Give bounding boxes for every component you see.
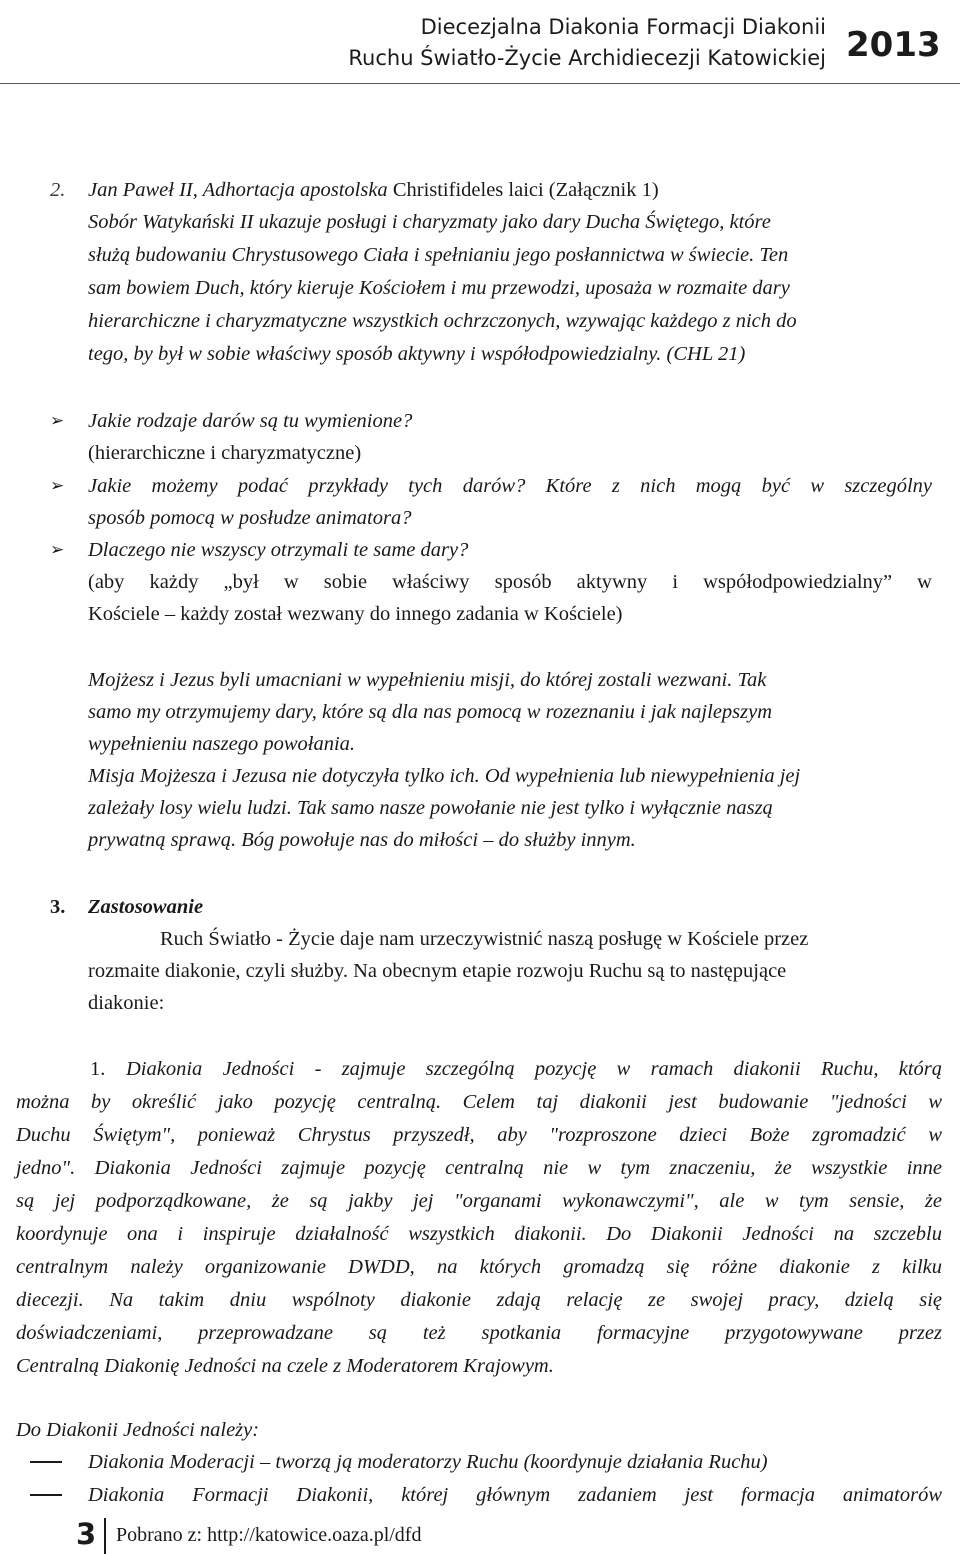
belongs-heading: Do Diakonii Jedności należy:	[16, 1419, 260, 1441]
question-2-line-1: Jakie możemy podać przykłady tych darów? Które z nich mogą być w szczególny	[88, 475, 932, 497]
answer-3-line-1: (aby każdy „był w sobie właściwy sposób aktywny i współodpowiedzialny” w	[88, 571, 932, 593]
reflection-line: wypełnieniu naszego powołania.	[88, 733, 356, 755]
reflection-line: Mojżesz i Jezus byli umacniani w wypełnieniu misji, do której zostali wezwani. Tak	[88, 669, 767, 691]
arrow-bullet-icon: ➢	[50, 540, 65, 560]
page-number: 3	[76, 1517, 97, 1551]
dash-bullet-icon	[30, 1494, 62, 1496]
item1-line: Diakonia Jedności - zajmuje szczególną pozycję w ramach diakonii Ruchu, którą	[126, 1058, 942, 1080]
reflection-line: Misja Mojżesza i Jezusa nie dotyczyła tylko ich. Od wypełnienia lub niewypełnienia jej	[88, 765, 801, 787]
item1-line: diecezji. Na takim dniu wspólnoty diakonie zdają relację ze swojej pracy, dzielą się	[16, 1289, 942, 1311]
section3-title: Zastosowanie	[88, 896, 204, 918]
footer-source[interactable]: Pobrano z: http://katowice.oaza.pl/dfd	[116, 1524, 422, 1546]
header-title	[0, 12, 826, 74]
item1-line: jedno". Diakonia Jedności zajmuje pozycję centralną nie w tym znaczeniu, że wszystkie inne	[16, 1157, 942, 1179]
item1-line: są jej podporządkowane, że są jakby jej "organami wykonawczymi", ale w tym sensie, że	[16, 1190, 942, 1212]
section3-number: 3.	[50, 896, 66, 918]
section2-line: tego, by był w sobie właściwy sposób aktywny i współodpowiedzialny. (CHL 21)	[88, 343, 746, 365]
item1-number: 1.	[90, 1058, 106, 1080]
section2-title-author: Jan Paweł II, Adhortacja apostolska	[88, 179, 393, 201]
item1-line: Centralną Diakonię Jedności na czele z Moderatorem Krajowym.	[16, 1355, 554, 1377]
answer-3-line-2: Kościele – każdy został wezwany do innego zadania w Kościele)	[88, 603, 623, 625]
header-divider	[0, 83, 960, 84]
dash-bullet-icon	[30, 1461, 62, 1463]
section2-line: Sobór Watykański II ukazuje posługi i charyzmaty jako dary Ducha Świętego, które	[88, 211, 771, 233]
section3-intro-line: diakonie:	[88, 992, 165, 1014]
item1-line: centralnym należy organizowanie DWDD, na których gromadzą się różne diakonie z kilku	[16, 1256, 942, 1278]
section3-intro-line: rozmaite diakonie, czyli służby. Na obecnym etapie rozwoju Ruchu są to następujące	[88, 960, 787, 982]
reflection-line: zależały losy wielu ludzi. Tak samo nasze powołanie nie jest tylko i wyłącznie naszą	[88, 797, 773, 819]
footer-divider	[104, 1518, 106, 1554]
item1-line: można by określić jako pozycję centralną. Celem taj diakonii jest budowanie "jedności w	[16, 1091, 942, 1113]
item1-line: doświadczeniami, przeprowadzane są też spotkania formacyjne przygotowywane przez	[16, 1322, 942, 1344]
item1-line: koordynuje ona i inspiruje działalność wszystkich diakonii. Do Diakonii Jedności na szczeblu	[16, 1223, 942, 1245]
arrow-bullet-icon: ➢	[50, 476, 65, 496]
answer-1: (hierarchiczne i charyzmatyczne)	[88, 442, 362, 464]
question-3: Dlaczego nie wszyscy otrzymali te same dary?	[88, 539, 469, 561]
section2-line: służą budowaniu Chrystusowego Ciała i spełnianiu jego posłannictwa w świecie. Ten	[88, 244, 789, 266]
belongs-item: Diakonia Formacji Diakonii, której głównym zadaniem jest formacja animatorów	[88, 1484, 942, 1506]
section2-title	[88, 175, 932, 205]
header-year: 2013	[846, 25, 941, 65]
header-line-2: Ruchu Światło-Życie Archidiecezji Katowickiej	[348, 46, 826, 70]
question-1: Jakie rodzaje darów są tu wymienione?	[88, 410, 413, 432]
arrow-bullet-icon: ➢	[50, 411, 65, 431]
item1-line: Duchu Świętym", ponieważ Chrystus przyszedł, aby "rozproszone dzieci Boże zgromadzić w	[16, 1124, 942, 1146]
section2-number: 2.	[50, 179, 66, 201]
question-2-line-2: sposób pomocą w posłudze animatora?	[88, 507, 412, 529]
header-line-1: Diecezjalna Diakonia Formacji Diakonii	[420, 15, 826, 39]
reflection-line: prywatną sprawą. Bóg powołuje nas do miłości – do służby innym.	[88, 829, 636, 851]
reflection-line: samo my otrzymujemy dary, które są dla nas pomocą w rozeznaniu i jak najlepszym	[88, 701, 773, 723]
section2-line: hierarchiczne i charyzmatyczne wszystkich ochrzczonych, wzywając każdego z nich do	[88, 310, 797, 332]
belongs-item: Diakonia Moderacji – tworzą ją moderatorzy Ruchu (koordynuje działania Ruchu)	[88, 1451, 768, 1473]
section2-title-work: Christifideles laici (Załącznik 1)	[392, 179, 659, 201]
section3-intro-line: Ruch Światło - Życie daje nam urzeczywistnić naszą posługę w Kościele przez	[160, 928, 809, 950]
section2-line: sam bowiem Duch, który kieruje Kościołem i mu przewodzi, uposaża w rozmaite dary	[88, 277, 790, 299]
